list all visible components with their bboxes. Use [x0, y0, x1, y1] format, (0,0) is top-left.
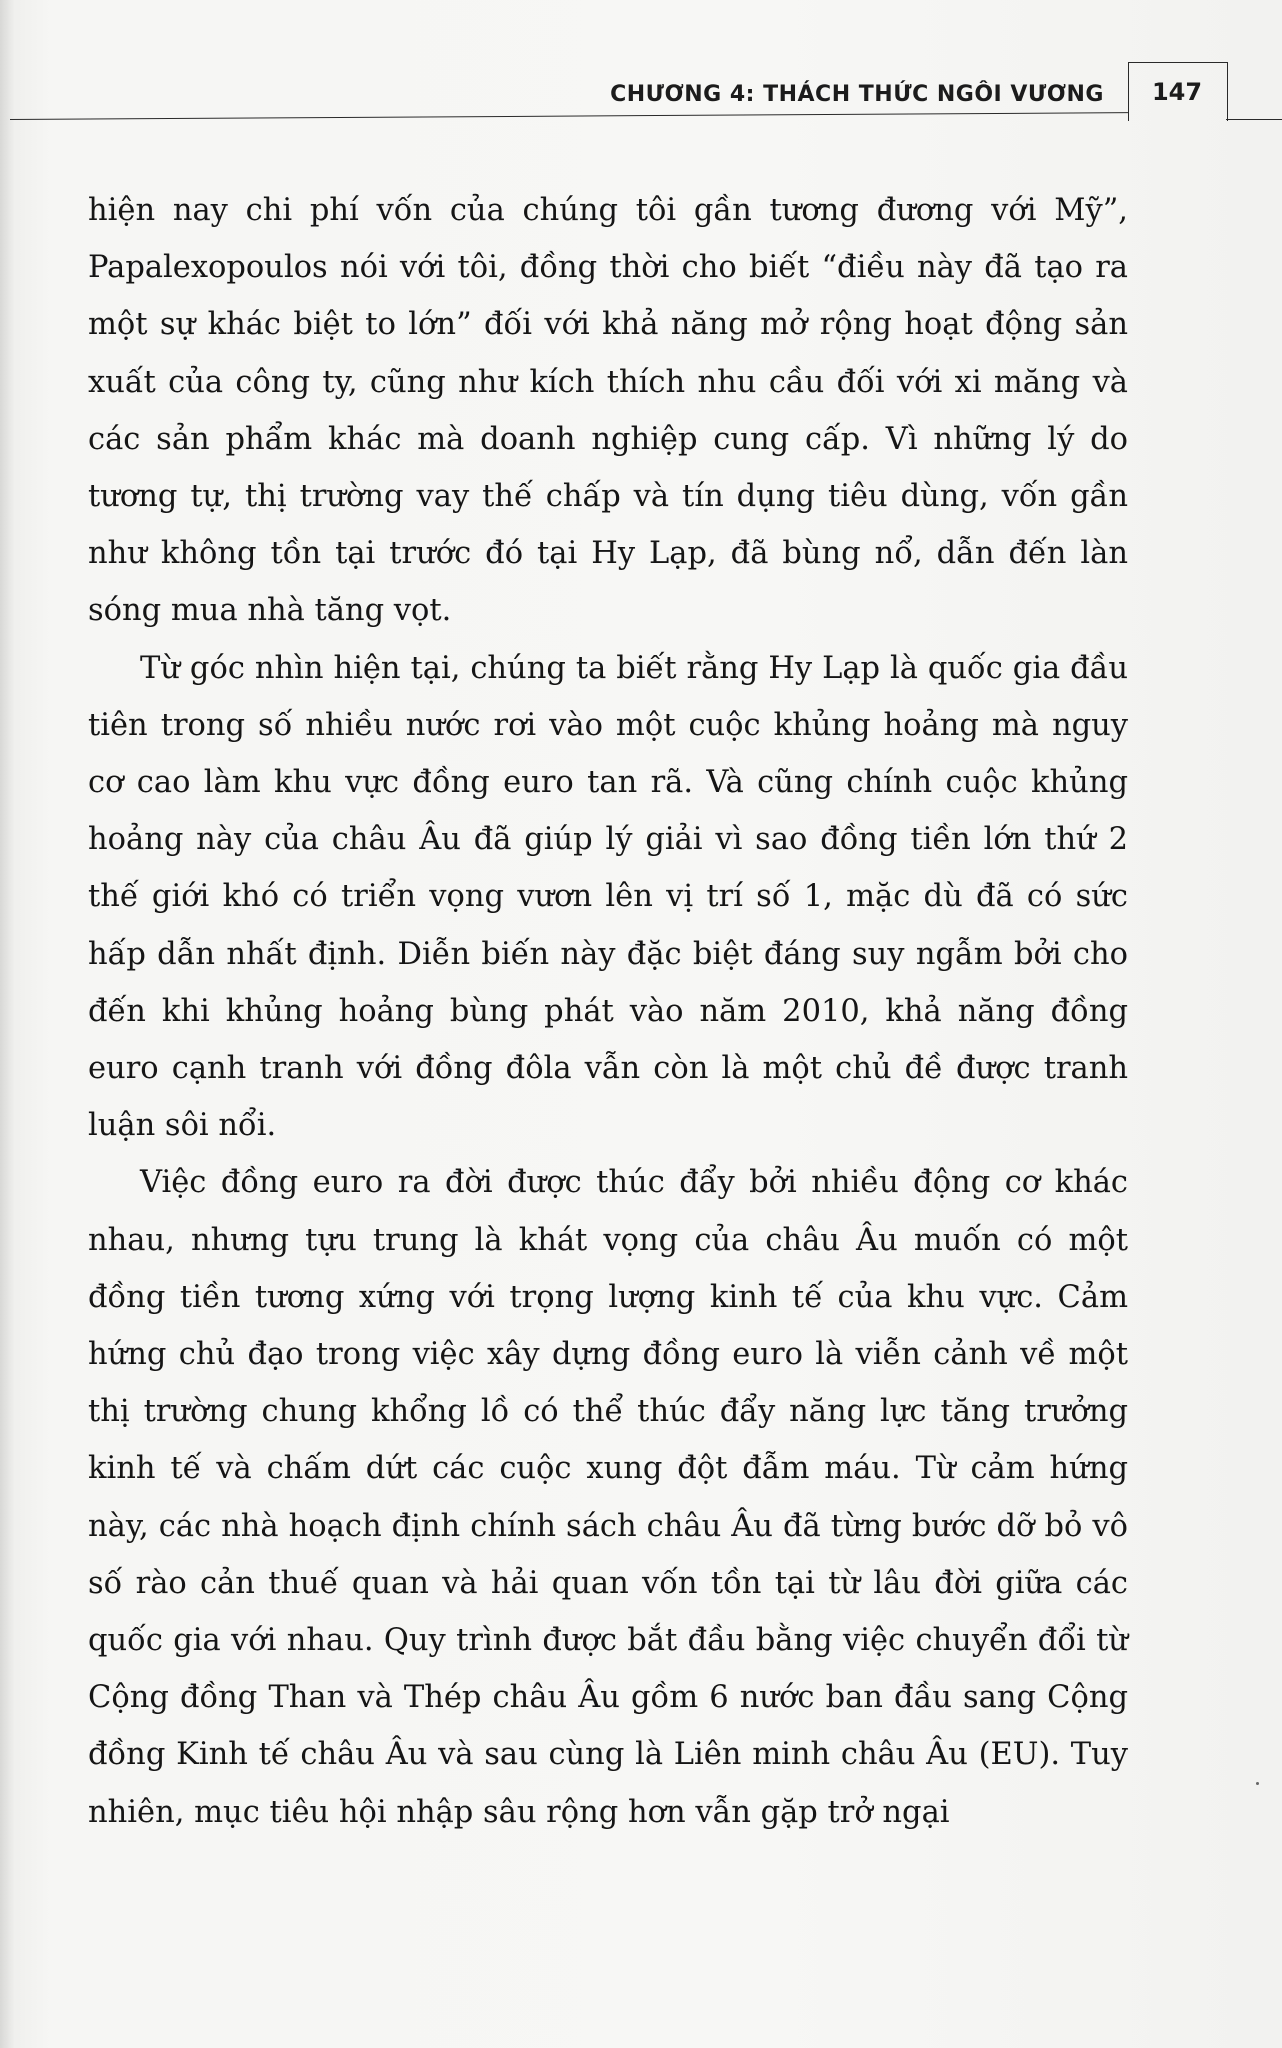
page-gutter-shadow: [0, 0, 14, 2048]
paragraph: Từ góc nhìn hiện tại, chúng ta biết rằng Hy Lạp là quốc gia đầu tiên trong số nhiều nước rơi vào một cuộc khủng hoảng mà nguy cơ cao làm khu vực đồng euro tan rã. Và cũng chính cuộc khủng hoảng này của châu Âu đã giúp lý giải vì sao đồng tiền lớn thứ 2 thế giới khó có triển vọng vươn lên vị trí số 1, mặc dù đã có sức hấp dẫn nhất định. Diễn biến này đặc biệt đáng suy ngẫm bởi cho đến khi khủng hoảng bùng phát vào năm 2010, khả năng đồng euro cạnh tranh với đồng đôla vẫn còn là một chủ đề được tranh luận sôi nổi.: [88, 650, 1128, 1144]
chapter-title: CHƯƠNG 4: THÁCH THỨC NGÔI VƯƠNG: [610, 82, 1104, 107]
paragraph: Việc đồng euro ra đời được thúc đẩy bởi nhiều động cơ khác nhau, nhưng tựu trung là khát vọng của châu Âu muốn có một đồng tiền tương xứng với trọng lượng kinh tế của khu vực. Cảm hứng chủ đạo trong việc xây dựng đồng euro là viễn cảnh về một thị trường chung khổng lồ có thể thúc đẩy năng lực tăng trưởng kinh tế và chấm dứt các cuộc xung đột đẫm máu. Từ cảm hứng này, các nhà hoạch định chính sách châu Âu đã từng bước dỡ bỏ vô số rào cản thuế quan và hải quan vốn tồn tại từ lâu đời giữa các quốc gia với nhau. Quy trình được bắt đầu bằng việc chuyển đổi từ Cộng đồng Than và Thép châu Âu gồm 6 nước ban đầu sang Cộng đồng Kinh tế châu Âu và sau cùng là Liên minh châu Âu (EU). Tuy nhiên, mục tiêu hội nhập sâu rộng hơn vẫn gặp trở ngại: [88, 1165, 1128, 1830]
page-speck: [1256, 1782, 1259, 1785]
body-text: [88, 182, 1128, 1841]
page-number: 147: [1151, 78, 1203, 106]
paragraph-continued: hiện nay chi phí vốn của chúng tôi gần tương đương với Mỹ”, Papalexopoulos nói với tôi, đồng thời cho biết “điều này đã tạo ra một sự khác biệt to lớn” đối với khả năng mở rộng hoạt động sản xuất của công ty, cũng như kích thích nhu cầu đối với xi măng và các sản phẩm khác mà doanh nghiệp cung cấp. Vì những lý do tương tự, thị trường vay thế chấp và tín dụng tiêu dùng, vốn gần như không tồn tại trước đó tại Hy Lạp, đã bùng nổ, dẫn đến làn sóng mua nhà tăng vọt.: [88, 193, 1128, 629]
header-rule-tail: [1226, 119, 1282, 120]
